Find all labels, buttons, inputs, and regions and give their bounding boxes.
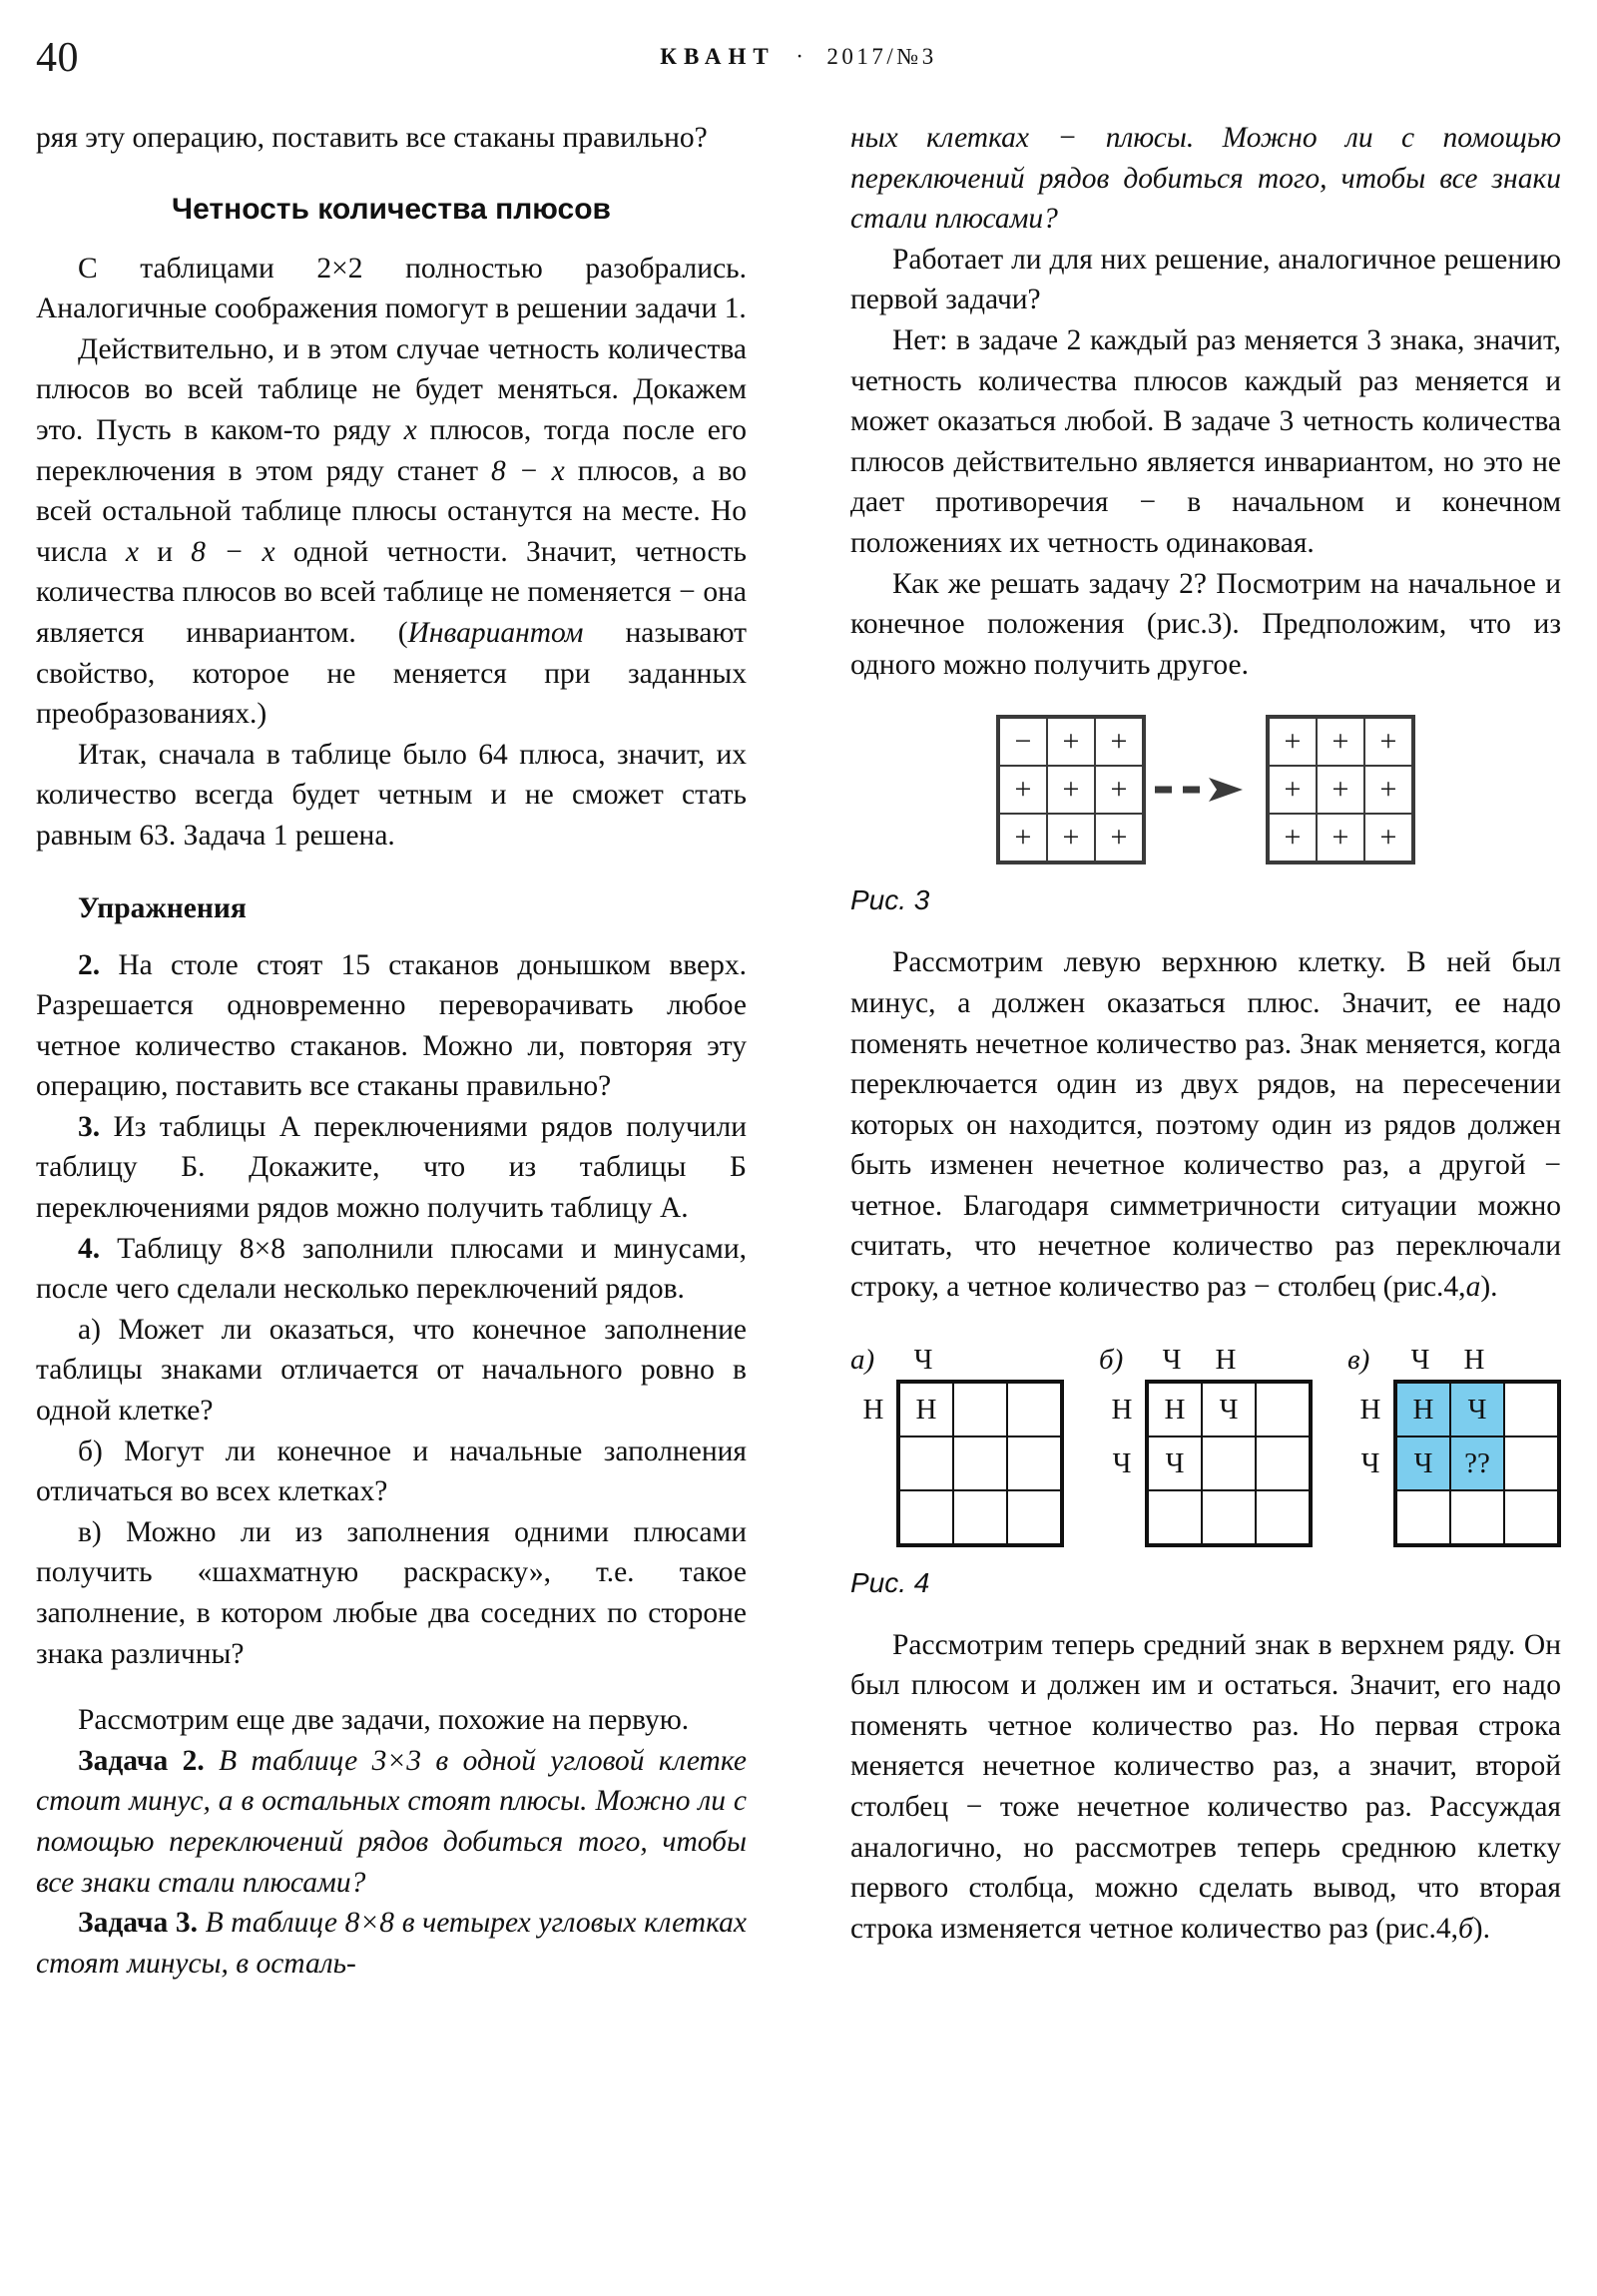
section-heading-parity: Четность количества плюсов bbox=[172, 192, 611, 226]
exercise-4 bbox=[36, 1229, 747, 1310]
grid-cell bbox=[1007, 1436, 1062, 1490]
grid-row bbox=[1147, 1436, 1311, 1490]
page-number: 40 bbox=[36, 35, 79, 81]
grid-cell bbox=[1202, 1490, 1256, 1545]
col-label: Ч bbox=[913, 1343, 933, 1376]
row-label bbox=[1347, 1490, 1393, 1544]
exercise-number: 3. bbox=[78, 1110, 101, 1143]
grid-cell: + bbox=[998, 814, 1047, 862]
grid-cell: + bbox=[1317, 717, 1364, 766]
text-run: В таблице bbox=[204, 1744, 372, 1777]
grid-cell-highlighted-unknown: ?? bbox=[1450, 1436, 1504, 1490]
text-run: плюсов, а во всей остальной таблице плюсы останутся на месте. Но числа bbox=[36, 454, 747, 568]
figure-4-body-a bbox=[850, 1380, 1064, 1547]
row-label: Ч bbox=[1360, 1446, 1380, 1479]
task-label: Задача 3. bbox=[78, 1907, 198, 1940]
row-label: Ч bbox=[1112, 1446, 1132, 1479]
figure-4-caption: Рис. 4 bbox=[850, 1566, 930, 1598]
figure-4-letter: в) bbox=[1347, 1343, 1370, 1376]
fig-ref-letter: б bbox=[1457, 1912, 1473, 1945]
grid-cell: + bbox=[1268, 717, 1317, 766]
figure-4 bbox=[850, 1338, 1561, 1599]
grid-cell bbox=[1007, 1382, 1062, 1436]
row-label: Н bbox=[1111, 1393, 1133, 1426]
text-run: в одной угловой клетке стоит минус, а в остальных стоят плюсы. Можно ли с помощью переключений рядов добиться того, чтобы все знаки стали плюсами? bbox=[36, 1744, 748, 1899]
grid-cell: + bbox=[1317, 814, 1364, 862]
grid-cell: Н bbox=[1147, 1382, 1202, 1436]
grid-cell bbox=[953, 1490, 1007, 1545]
math-8-minus-x: 8 − x bbox=[191, 535, 275, 568]
figure-4-letter: б) bbox=[1099, 1343, 1124, 1376]
grid-cell: + bbox=[1095, 814, 1144, 862]
math-8x8: 8×8 bbox=[239, 1232, 285, 1265]
math-2x2: 2×2 bbox=[316, 252, 363, 285]
paragraph-top-left-cell bbox=[850, 942, 1561, 1307]
figure-4-block-a bbox=[850, 1338, 1064, 1547]
col-label: Ч bbox=[1410, 1343, 1430, 1376]
math-8-minus-x: 8 − x bbox=[490, 454, 565, 487]
grid-row bbox=[898, 1382, 1062, 1436]
grid-cell bbox=[1256, 1382, 1311, 1436]
exercise-2 bbox=[36, 945, 747, 1107]
figure-4-header-a bbox=[850, 1338, 1064, 1378]
task-3 bbox=[36, 1903, 747, 1984]
text-run: Рассмотрим теперь средний знак в верхнем ряду. Он был плюсом и должен им и остаться. Значит, его надо поменять четное количество раз. Но первая строка меняется нечетное количество раз, а значит, второй столбец − тоже нечетное количество раз. Рассуждая аналогично, но рассмотрев теперь среднюю клетку первого столбца, можно сделать вывод, что вторая строка изменяется четное количество раз (рис.4, bbox=[850, 1628, 1561, 1945]
figure-4-header-b bbox=[1099, 1338, 1313, 1378]
exercise-4v: в) Можно ли из заполнения одними плюсами получить «шахматную раскраску», т.е. такое заполнение, в котором любые два соседних по стороне знака различны? bbox=[36, 1515, 747, 1670]
grid-cell: + bbox=[1317, 766, 1364, 814]
paragraph-how-to-solve: Как же решать задачу 2? Посмотрим на начальное и конечное положения (рис.3). Предположим, что из одного можно получить другое. bbox=[850, 567, 1561, 681]
running-head bbox=[0, 28, 1597, 84]
row-label-group bbox=[1347, 1380, 1393, 1544]
grid-cell bbox=[1256, 1436, 1311, 1490]
text-run: Действительно, и в этом случае четность количества плюсов во всей таблице не будет меняться. Докажем это. Пусть в каком-то ряду bbox=[36, 332, 747, 446]
text-run: одной четности. Значит, четность количества плюсов во всей таблице не поменяется − она является инвариантом. ( bbox=[36, 535, 747, 649]
grid-cell: − bbox=[998, 717, 1047, 766]
grid-cell bbox=[1256, 1490, 1311, 1545]
row-label bbox=[1099, 1490, 1145, 1544]
paragraph-answer-no: Нет: в задаче 2 каждый раз меняется 3 знака, значит, четность количества плюсов каждый раз меняется и может оказаться любой. В задаче 3 четность количества плюсов действительно является инвариантом, но это не дает противоречия − в начальном и конечном положениях их четность одинаковая. bbox=[850, 323, 1561, 559]
grid-row bbox=[1147, 1490, 1311, 1545]
paragraph-continuation: ряя эту операцию, поставить все стаканы правильно? bbox=[36, 122, 708, 154]
figure-3-row bbox=[850, 715, 1561, 864]
grid-cell: + bbox=[1095, 766, 1144, 814]
grid-cell bbox=[953, 1382, 1007, 1436]
text-run: ). bbox=[1480, 1271, 1498, 1304]
paragraph-two-more-tasks: Рассмотрим еще две задачи, похожие на первую. bbox=[78, 1704, 690, 1737]
left-column bbox=[36, 118, 747, 1984]
grid-cell: Н bbox=[898, 1382, 953, 1436]
grid-cell: Ч bbox=[1202, 1382, 1256, 1436]
paragraph-task3-continuation: ных клетках − плюсы. Можно ли с помощью переключений рядов добиться того, чтобы все знаки стали плюсами? bbox=[850, 122, 1561, 236]
grid-cell: + bbox=[1268, 766, 1317, 814]
exercise-4b: б) Могут ли конечное и начальные заполнения отличаться во всех клетках? bbox=[36, 1435, 747, 1508]
grid-cell bbox=[1202, 1436, 1256, 1490]
grid-row bbox=[1147, 1382, 1311, 1436]
grid-cell-highlighted: Ч bbox=[1450, 1382, 1504, 1436]
paragraph-invariant-proof bbox=[36, 329, 747, 735]
figure-4-body-v bbox=[1347, 1380, 1561, 1547]
math-x: x bbox=[125, 535, 139, 568]
dashed-arrow-icon bbox=[1146, 767, 1266, 813]
grid-row bbox=[998, 814, 1144, 862]
task-label: Задача 2. bbox=[78, 1744, 205, 1777]
magazine-name: КВАНТ bbox=[660, 44, 776, 69]
text-run: называют свойство, которое не меняется при заданных преобразованиях.) bbox=[36, 616, 748, 731]
grid-cell bbox=[1504, 1382, 1559, 1436]
col-label: Н bbox=[1463, 1343, 1485, 1376]
grid-cell: + bbox=[1364, 766, 1413, 814]
row-label bbox=[850, 1490, 896, 1544]
figure-4-grid-v bbox=[1393, 1380, 1561, 1547]
math-8x8: 8×8 bbox=[344, 1907, 395, 1940]
grid-cell bbox=[1504, 1490, 1559, 1545]
text-run: В таблице bbox=[197, 1907, 345, 1940]
issue-label: 2017/№3 bbox=[826, 44, 937, 69]
row-label: Н bbox=[1359, 1393, 1381, 1426]
grid-row bbox=[898, 1490, 1062, 1545]
grid-cell bbox=[953, 1436, 1007, 1490]
grid-cell: + bbox=[1268, 814, 1317, 862]
grid-cell-highlighted: Н bbox=[1395, 1382, 1450, 1436]
figure-4-letter: а) bbox=[850, 1343, 875, 1376]
figure-4-grid-b bbox=[1145, 1380, 1313, 1547]
figure-4-block-v bbox=[1347, 1338, 1561, 1547]
figure-3-left-grid bbox=[996, 715, 1146, 864]
col-label: Н bbox=[1215, 1343, 1237, 1376]
paragraph-does-it-work: Работает ли для них решение, аналогичное решению первой задачи? bbox=[850, 243, 1561, 316]
text-run: На столе стоят 15 стаканов донышком вверх. Разрешается одновременно переворачивать любое четное количество стаканов. Можно ли, повторяя эту операцию, поставить все стаканы правильно? bbox=[36, 948, 747, 1103]
paragraph-conclusion-64: Итак, сначала в таблице было 64 плюса, значит, их количество всегда будет четным и не сможет стать равным 63. Задача 1 решена. bbox=[36, 738, 747, 852]
task-2 bbox=[36, 1741, 747, 1903]
text-run: в четырех угловых клетках стоят минусы, в осталь- bbox=[36, 1907, 747, 1980]
grid-cell bbox=[1007, 1490, 1062, 1545]
header-separator: · bbox=[796, 44, 806, 69]
row-label-group bbox=[850, 1380, 896, 1544]
figure-3-right-grid bbox=[1266, 715, 1415, 864]
grid-cell: + bbox=[1047, 717, 1095, 766]
math-3x3: 3×3 bbox=[371, 1744, 422, 1777]
exercises-heading: Упражнения bbox=[78, 891, 247, 924]
running-title bbox=[0, 44, 1597, 70]
grid-cell-highlighted: Ч bbox=[1395, 1436, 1450, 1490]
term-invariant: Инвариантом bbox=[407, 616, 584, 649]
grid-row bbox=[1395, 1382, 1559, 1436]
col-label: Ч bbox=[1162, 1343, 1182, 1376]
exercise-4a: а) Может ли оказаться, что конечное заполнение таблицы знаками отличается от начального ровно в одной клетке? bbox=[36, 1313, 747, 1428]
figure-3 bbox=[850, 715, 1561, 916]
exercise-3 bbox=[36, 1107, 747, 1229]
exercise-number: 4. bbox=[78, 1232, 101, 1265]
right-column bbox=[850, 118, 1561, 1949]
grid-cell: + bbox=[1364, 717, 1413, 766]
fig-ref-letter: а bbox=[1465, 1271, 1481, 1304]
grid-row bbox=[1395, 1436, 1559, 1490]
text-run: и bbox=[138, 535, 192, 568]
math-x: x bbox=[403, 413, 417, 446]
exercise-number: 2. bbox=[78, 948, 101, 981]
grid-cell: + bbox=[998, 766, 1047, 814]
paragraph-tables-2x2 bbox=[36, 249, 747, 329]
grid-row bbox=[1395, 1490, 1559, 1545]
grid-row bbox=[998, 717, 1144, 766]
text-run: Рассмотрим левую верхнюю клетку. В ней был минус, а должен оказаться плюс. Значит, ее надо поменять нечетное количество раз. Знак меняется, когда переключается один из двух рядов, на пересечении которых он находится, поэтому один из рядов должен быть изменен нечетное количество раз, а другой − четное. Благодаря симметричности ситуации можно считать, что нечетное количество раз переключали строку, а четное количество раз − столбец (рис.4, bbox=[850, 946, 1561, 1304]
grid-cell bbox=[1147, 1490, 1202, 1545]
grid-row bbox=[998, 766, 1144, 814]
text-run: С таблицами bbox=[78, 252, 317, 285]
figure-4-header-v bbox=[1347, 1338, 1561, 1378]
row-label bbox=[850, 1436, 896, 1490]
grid-row bbox=[898, 1436, 1062, 1490]
text-run: заполнили плюсами и минусами, после чего сделали несколько переключений рядов. bbox=[36, 1232, 748, 1306]
grid-cell bbox=[1395, 1490, 1450, 1545]
row-label-group bbox=[1099, 1380, 1145, 1544]
grid-cell bbox=[1450, 1490, 1504, 1545]
paragraph-middle-sign bbox=[850, 1625, 1561, 1950]
grid-row bbox=[1268, 766, 1413, 814]
grid-cell: + bbox=[1047, 766, 1095, 814]
grid-cell bbox=[1504, 1436, 1559, 1490]
grid-cell: + bbox=[1364, 814, 1413, 862]
text-run: полностью разобрались. Аналогичные соображения помогут в решении задачи 1. bbox=[36, 252, 747, 325]
figure-3-caption: Рис. 3 bbox=[850, 884, 930, 916]
grid-cell: + bbox=[1047, 814, 1095, 862]
grid-row bbox=[1268, 814, 1413, 862]
grid-row bbox=[1268, 717, 1413, 766]
figure-4-grid-a bbox=[896, 1380, 1064, 1547]
text-run: Таблицу bbox=[100, 1232, 240, 1265]
figure-4-block-b bbox=[1099, 1338, 1313, 1547]
text-run: плюсов, тогда после его переключения в этом ряду станет bbox=[36, 413, 747, 487]
row-label: Н bbox=[862, 1393, 884, 1426]
figure-4-row bbox=[850, 1338, 1561, 1547]
grid-cell: Ч bbox=[1147, 1436, 1202, 1490]
grid-cell: + bbox=[1095, 717, 1144, 766]
text-run: Из таблицы А переключениями рядов получили таблицу Б. Докажите, что из таблицы Б переключениями рядов можно получить таблицу А. bbox=[36, 1110, 747, 1225]
figure-4-body-b bbox=[1099, 1380, 1313, 1547]
text-run: ). bbox=[1472, 1912, 1490, 1945]
grid-cell bbox=[898, 1490, 953, 1545]
grid-cell bbox=[898, 1436, 953, 1490]
